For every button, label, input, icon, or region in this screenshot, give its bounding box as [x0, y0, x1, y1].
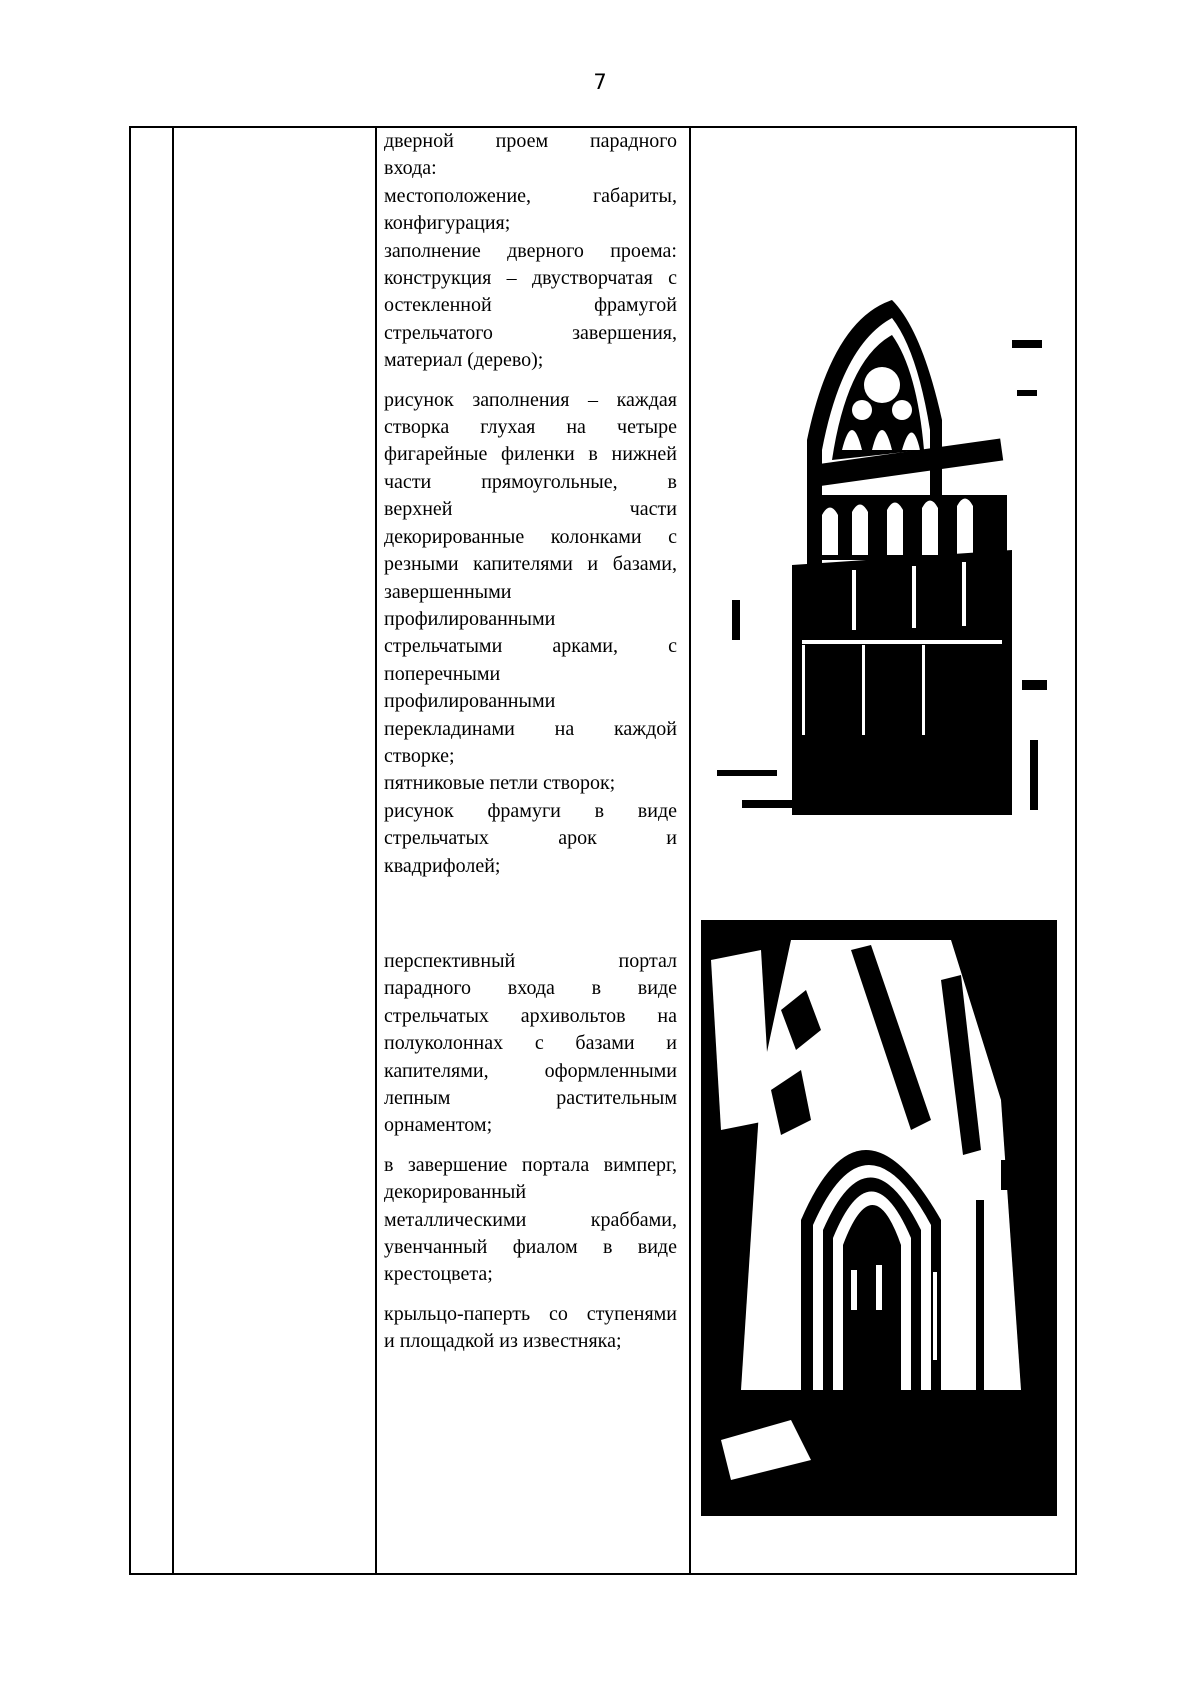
- text-line: рисунок фрамуги в виде: [384, 799, 677, 822]
- text-line: пятниковые петли створок;: [384, 772, 616, 795]
- text-line: орнаментом;: [384, 1114, 493, 1137]
- text-line: заполнение дверного проема:: [384, 239, 677, 262]
- portal-block: [384, 948, 677, 1140]
- column-divider-2: [375, 128, 377, 1573]
- text-line: поперечными: [384, 662, 501, 685]
- portal-photo-image: [701, 920, 1057, 1516]
- text-line: квадрифолей;: [384, 854, 501, 877]
- text-line: створка глухая на четыре: [384, 416, 677, 439]
- text-line: входа:: [384, 157, 437, 180]
- text-line: конструкция – двустворчатая с: [384, 267, 677, 290]
- door-photo: [712, 300, 1052, 815]
- text-line: профилированными: [384, 607, 556, 630]
- text-line: профилированными: [384, 690, 556, 713]
- door-photo-image: [712, 300, 1052, 815]
- text-line: в завершение портала вимперг,: [384, 1153, 677, 1176]
- porch-block: [384, 1301, 677, 1356]
- text-line: и площадкой из известняка;: [384, 1330, 622, 1353]
- text-line: металлическими краббами,: [384, 1208, 677, 1231]
- text-line: увенчанный фиалом в виде: [384, 1236, 677, 1259]
- column-divider-3: [689, 128, 691, 1573]
- portal-photo: [701, 920, 1057, 1516]
- page-number: 7: [593, 70, 607, 94]
- text-line: материал (дерево);: [384, 349, 544, 372]
- text-line: части прямоугольные, в: [384, 470, 677, 493]
- text-line: декорированные колонками с: [384, 525, 677, 548]
- text-line: крестоцвета;: [384, 1263, 493, 1286]
- column-divider-1: [172, 128, 174, 1573]
- wimperg-block: [384, 1152, 677, 1289]
- text-line: стрельчатого завершения,: [384, 321, 677, 344]
- text-line: верхней части: [384, 498, 677, 521]
- text-line: крыльцо-паперть со ступенями: [384, 1302, 677, 1325]
- text-line: фигарейные филенки в нижней: [384, 443, 677, 466]
- text-line: декорированный: [384, 1181, 527, 1204]
- door-opening-block: [384, 128, 677, 375]
- text-line: конфигурация;: [384, 212, 511, 235]
- text-line: лепным растительным: [384, 1087, 677, 1109]
- text-line: перспективный портал: [384, 949, 677, 972]
- text-line: местоположение, габариты,: [384, 184, 677, 207]
- text-line: стрельчатых арок и: [384, 827, 677, 850]
- text-line: полуколоннах с базами и: [384, 1032, 677, 1055]
- text-line: резными капителями и базами,: [384, 553, 677, 576]
- description-column: [384, 128, 677, 1356]
- text-line: парадного входа в виде: [384, 977, 677, 1000]
- text-line: дверной проем парадного: [384, 130, 677, 152]
- text-line: стрельчатыми арками, с: [384, 635, 677, 658]
- text-line: остекленной фрамугой: [384, 294, 677, 317]
- text-line: створке;: [384, 744, 455, 767]
- text-line: рисунок заполнения – каждая: [384, 388, 677, 411]
- text-line: капителями, оформленными: [384, 1059, 677, 1082]
- text-line: перекладинами на каждой: [384, 717, 677, 740]
- text-line: завершенными: [384, 580, 512, 603]
- door-fill-pattern-block: [384, 387, 677, 880]
- text-line: стрельчатых архивольтов на: [384, 1004, 677, 1027]
